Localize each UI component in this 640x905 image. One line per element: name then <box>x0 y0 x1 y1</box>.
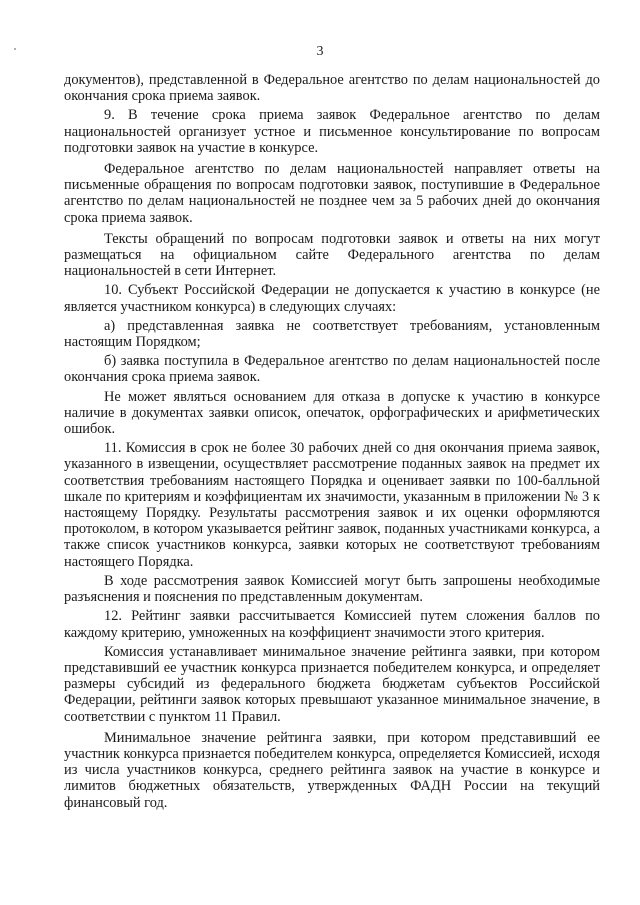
scan-speck <box>14 48 16 50</box>
page-number: 3 <box>316 44 324 59</box>
paragraph-continuation: документов), представленной в Федеральное агентство по делам национальностей до окончания срока приема заявок. <box>64 72 600 105</box>
paragraph-item-9: 9. В течение срока приема заявок Федеральное агентство по делам национальностей организует устное и письменное консультирование по вопросам подготовки заявок на участие в конкурсе. <box>64 107 600 156</box>
paragraph-publication: Тексты обращений по вопросам подготовки заявок и ответы на них могут размещаться на официальном сайте Федерального агентства по делам национальностей в сети Интернет. <box>64 230 600 280</box>
paragraph-typos: Не может являться основанием для отказа в допуске к участию в конкурсе наличие в документах заявки описок, опечаток, орфографических и арифметических ошибок. <box>64 388 600 438</box>
paragraph-clarifications: В ходе рассмотрения заявок Комиссией могут быть запрошены необходимые разъяснения и пояснения по представленным документам. <box>64 572 600 606</box>
paragraph-item-10: 10. Субъект Российской Федерации не допускается к участию в конкурсе (не является участником конкурса) в следующих случаях: <box>64 282 600 315</box>
paragraph-answers: Федеральное агентство по делам национальностей направляет ответы на письменные обращения по вопросам подготовки заявок, поступившие в Федеральное агентство по делам национальностей не позднее чем за 5 рабочих дней до окончания срока приема заявок. <box>64 161 600 226</box>
paragraph-minimum-rating: Минимальное значение рейтинга заявки, при котором представивший ее участник конкурса признается победителем конкурса, определяется Комиссией, исходя из числа участников конкурса, среднего рейтинга заявок на участие в конкурсе и лимитов бюджетных обязательств, утвержденных ФАДН России на текущий финансовый год. <box>64 729 600 811</box>
paragraph-item-12: 12. Рейтинг заявки рассчитывается Комиссией путем сложения баллов по каждому критерию, умноженных на коэффициент значимости этого критерия. <box>64 608 600 641</box>
paragraph-item-10b: б) заявка поступила в Федеральное агентство по делам национальностей после окончания срока приема заявок. <box>64 353 600 386</box>
paragraph-item-11: 11. Комиссия в срок не более 30 рабочих дней со дня окончания приема заявок, указанного в извещении, осуществляет рассмотрение поданных заявок на предмет их соответствия требованиям настоящего Порядка и оценивает заявки по 100-балльной шкале по критериям и коэффициентам их значимости, указанным в приложении № 3 к настоящему Порядку. Результаты рассмотрения заявок и их оценки оформляются протоколом, в котором указывается рейтинг заявок, поданных участниками конкурса, а также список участников конкурса, заявки которых не соответствуют требованиям настоящего Порядка. <box>64 440 600 570</box>
paragraph-item-10a: а) представленная заявка не соответствует требованиям, установленным настоящим Порядком; <box>64 317 600 351</box>
paragraph-commission: Комиссия устанавливает минимальное значение рейтинга заявки, при котором представивший ее участник конкурса признается победителем конкурса, и определяет размеры субсидий из федерального бюджета бюджетам субъектов Российской Федерации, рейтинги заявок которых превышают указанное минимальное значение, в соответствии с пунктом 11 Правил. <box>64 643 600 725</box>
document-body <box>64 72 600 811</box>
